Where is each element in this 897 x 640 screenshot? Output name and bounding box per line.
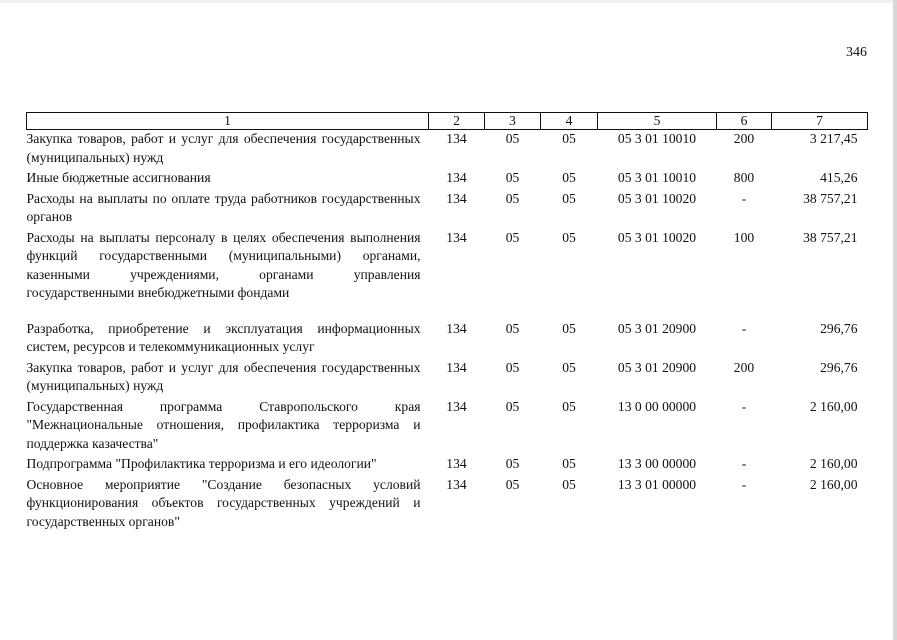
column-header-6: 6 [717,113,772,130]
row-target-article: 13 3 00 00000 [617,456,697,471]
row-amount: 415,26 [820,170,858,185]
row-section: 05 [505,359,520,375]
row-target-article: 13 0 00 00000 [617,398,697,414]
row-section: 05 [505,456,520,471]
row-section: 05 [505,190,520,206]
row-ministry-code: 134 [446,476,467,492]
column-header-1: 1 [27,113,429,130]
row-section: 05 [505,476,520,492]
row-section: 05 [505,131,520,146]
table-row [27,398,868,456]
budget-table [26,112,868,533]
row-name: Государственная программа Ставропольского края "Межнациональные отношения, профилактика терроризма и поддержка казачества" [26,398,421,451]
row-amount: 296,76 [820,359,858,375]
column-header-3: 3 [485,113,541,130]
row-target-article: 05 3 01 10010 [617,170,697,185]
row-subsection: 05 [562,131,576,146]
row-section: 05 [505,398,520,414]
row-amount: 38 757,21 [803,190,858,206]
row-ministry-code: 134 [446,320,467,336]
row-name: Закупка товаров, работ и услуг для обеспечения государственных (муниципальных) нужд [26,131,421,165]
table-row [27,169,868,190]
column-header-5: 5 [598,113,717,130]
row-name: Подпрограмма "Профилактика терроризма и его идеологии" [26,456,377,471]
row-expense-type: - [741,398,747,414]
row-name: Расходы на выплаты персоналу в целях обеспечения выполнения функций государственными (муниципальными) органами, казенными учреждениями, органами управления государственными внебюджетными фондами [26,229,421,300]
row-target-article: 05 3 01 20900 [617,359,697,375]
row-target-article: 05 3 01 20900 [617,320,697,336]
row-name: Основное мероприятие "Создание безопасных условий функционирования объектов государственных учреждений и государственных органов" [26,476,421,529]
row-name: Иные бюджетные ассигнования [26,170,211,185]
row-section: 05 [505,170,520,185]
row-subsection: 05 [562,398,576,414]
row-amount: 38 757,21 [803,229,858,245]
row-target-article: 05 3 01 10020 [617,190,697,206]
column-header-2: 2 [429,113,485,130]
row-ministry-code: 134 [446,229,467,245]
row-name: Закупка товаров, работ и услуг для обеспечения государственных (муниципальных) нужд [26,359,421,393]
row-target-article: 05 3 01 10020 [617,229,697,245]
table-row [27,190,868,229]
page-top-edge [0,0,897,3]
row-name: Разработка, приобретение и эксплуатация информационных систем, ресурсов и телекоммуникационных услуг [26,320,421,354]
table-row [27,359,868,398]
row-ministry-code: 134 [446,359,467,375]
page-number: 346 [846,45,867,60]
row-ministry-code: 134 [446,190,467,206]
row-section: 05 [505,320,520,336]
row-target-article: 13 3 01 00000 [617,476,697,492]
row-ministry-code: 134 [446,398,467,414]
row-subsection: 05 [562,229,576,245]
row-subsection: 05 [562,456,576,471]
row-ministry-code: 134 [446,170,467,185]
row-amount: 3 217,45 [809,131,858,146]
table-row [27,455,868,476]
row-expense-type: 100 [733,229,755,245]
row-target-article: 05 3 01 10010 [617,131,697,146]
row-subsection: 05 [562,359,576,375]
row-amount: 2 160,00 [809,456,858,471]
row-subsection: 05 [562,170,576,185]
row-ministry-code: 134 [446,131,467,146]
row-ministry-code: 134 [446,456,467,471]
row-amount: 2 160,00 [809,476,858,492]
row-expense-type: - [741,456,747,471]
column-header-4: 4 [541,113,598,130]
row-amount: 296,76 [820,320,858,336]
row-name: Расходы на выплаты по оплате труда работников государственных органов [26,190,421,224]
table-header-row [27,113,868,130]
row-subsection: 05 [562,476,576,492]
row-expense-type: 200 [733,131,755,146]
table-row [27,130,868,170]
table-row [27,476,868,534]
table-row [27,320,868,359]
row-expense-type: 800 [733,170,755,185]
row-expense-type: - [741,476,747,492]
row-expense-type: - [741,320,747,336]
row-amount: 2 160,00 [809,398,858,414]
row-subsection: 05 [562,320,576,336]
page-right-edge [893,0,897,640]
column-header-7: 7 [772,113,868,130]
row-section: 05 [505,229,520,245]
row-expense-type: - [741,190,747,206]
row-subsection: 05 [562,190,576,206]
row-expense-type: 200 [733,359,755,375]
table-row [27,229,868,320]
